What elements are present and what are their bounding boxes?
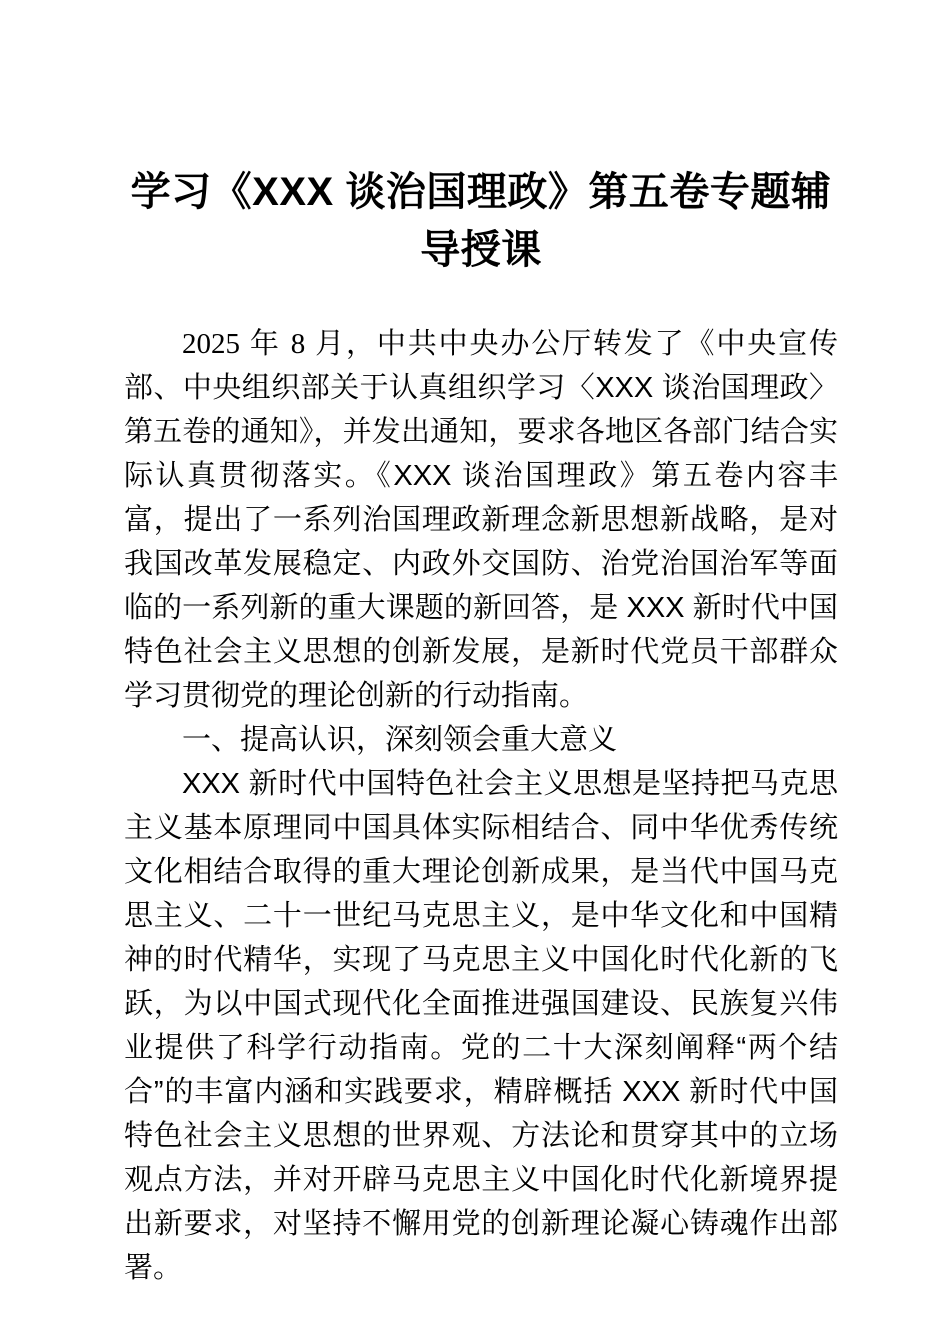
- document-title: 学习《XXX 谈治国理政》第五卷专题辅导授课: [130, 170, 832, 272]
- body-paragraph: XXX 新时代中国特色社会主义思想是坚持把马克思主义基本原理同中国具体实际相结合、同中华优秀传统文化相结合取得的重大理论创新成果，是当代中国马克思主义、二十一世纪马克思主义，是中华文化和中国精神的时代精华，实现了马克思主义中国化时代化新的飞跃，为以中国式现代化全面推进强国建设、民族复兴伟业提供了科学行动指南。党的二十大深刻阐释“两个结合”的丰富内涵和实践要求，精辟概括 XXX 新时代中国特色社会主义思想的世界观、方法论和贯穿其中的立场观点方法，并对开辟马克思主义中国化时代化新境界提出新要求，对坚持不懈用党的创新理论凝心铸魂作出部署。: [124, 768, 838, 1284]
- section-heading: 一、提高认识，深刻领会重大意义: [182, 724, 618, 756]
- serif-numeral: 8: [290, 328, 306, 360]
- body-paragraph: 2025 年 8 月，中共中央办公厅转发了《中央宣传部、中央组织部关于认真组织学习〈XXX 谈治国理政〉第五卷的通知》，并发出通知，要求各地区各部门结合实际认真贯彻落实。《XXX 谈治国理政》第五卷内容丰富，提出了一系列治国理政新理念新思想新战略，是对我国改革发展稳定、内政外交国防、治党治国治军等面临的一系列新的重大课题的新回答，是 XXX 新时代中国特色社会主义思想的创新发展，是新时代党员干部群众学习贯彻党的理论创新的行动指南。: [124, 328, 838, 712]
- serif-numeral: 2025: [182, 328, 240, 360]
- document-body: [124, 322, 838, 1290]
